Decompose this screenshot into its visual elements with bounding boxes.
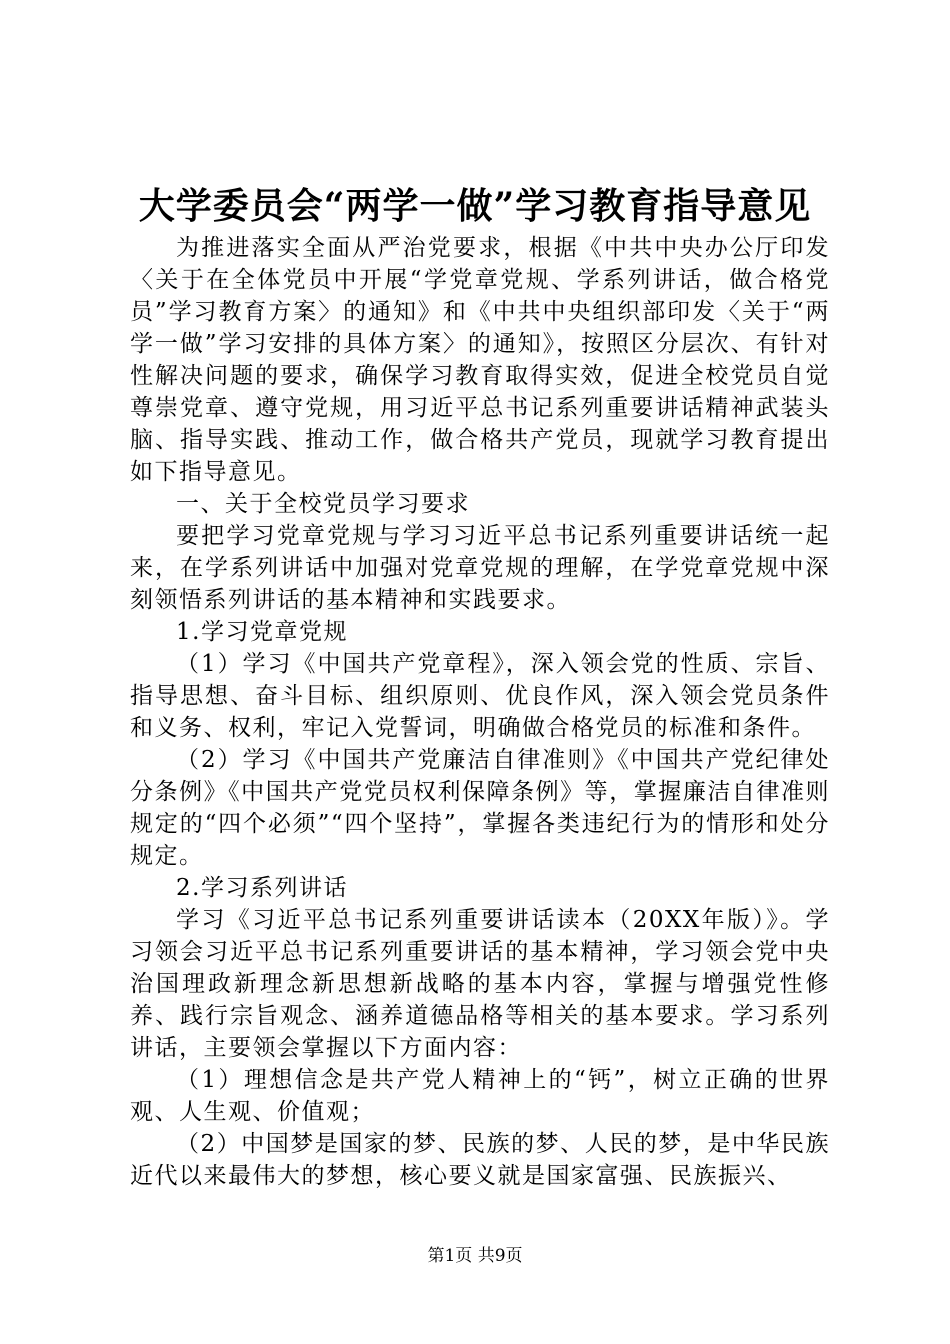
paragraph-section-2: 学习《习近平总书记系列重要讲话读本（20XX年版）》。学习领会习近平总书记系列重要讲话的基本精神，学习领会党中央治国理政新理念新思想新战略的基本内容，掌握与增强党性修养、践行宗旨观念、涵养道德品格等相关的基本要求。学习系列讲话，主要领会掌握以下方面内容： — [130, 907, 830, 1061]
paragraph-intro: 为推进落实全面从严治党要求，根据《中共中央办公厅印发〈关于在全体党员中开展“学党章党规、学系列讲话，做合格党员”学习教育方案〉的通知》和《中共中央组织部印发〈关于“两学一做”学习安排的具体方案〉的通知》，按照区分层次、有针对性解决问题的要求，确保学习教育取得实效，促进全校党员自觉尊崇党章、遵守党规，用习近平总书记系列重要讲话精神武装头脑、指导实践、推动工作，做合格共产党员，现就学习教育提出如下指导意见。 — [130, 235, 830, 485]
subsection-heading-2: 2.学习系列讲话 — [176, 875, 348, 901]
document-body — [130, 232, 830, 1192]
subsection-heading-1: 1.学习党章党规 — [176, 619, 348, 645]
section-heading-1: 一、关于全校党员学习要求 — [176, 491, 470, 517]
document-title: 大学委员会“两学一做”学习教育指导意见 — [138, 185, 812, 227]
paragraph-item-2-1: （1）理想信念是共产党人精神上的“钙”，树立正确的世界观、人生观、价值观； — [130, 1067, 830, 1125]
paragraph-item-1-2: （2）学习《中国共产党廉洁自律准则》《中国共产党纪律处分条例》《中国共产党党员权利保障条例》等，掌握廉洁自律准则规定的“四个必须”“四个坚持”，掌握各类违纪行为的情形和处分规定。 — [130, 747, 830, 869]
paragraph-section-1: 要把学习党章党规与学习习近平总书记系列重要讲话统一起来，在学系列讲话中加强对党章党规的理解，在学党章党规中深刻领悟系列讲话的基本精神和实践要求。 — [130, 523, 830, 613]
page-footer: 第1页 共9页 — [427, 1246, 523, 1266]
paragraph-item-1-1: （1）学习《中国共产党章程》，深入领会党的性质、宗旨、指导思想、奋斗目标、组织原则、优良作风，深入领会党员条件和义务、权利，牢记入党誓词，明确做合格党员的标准和条件。 — [130, 651, 830, 741]
paragraph-item-2-2: （2）中国梦是国家的梦、民族的梦、人民的梦，是中华民族近代以来最伟大的梦想，核心要义就是国家富强、民族振兴、 — [130, 1131, 830, 1189]
